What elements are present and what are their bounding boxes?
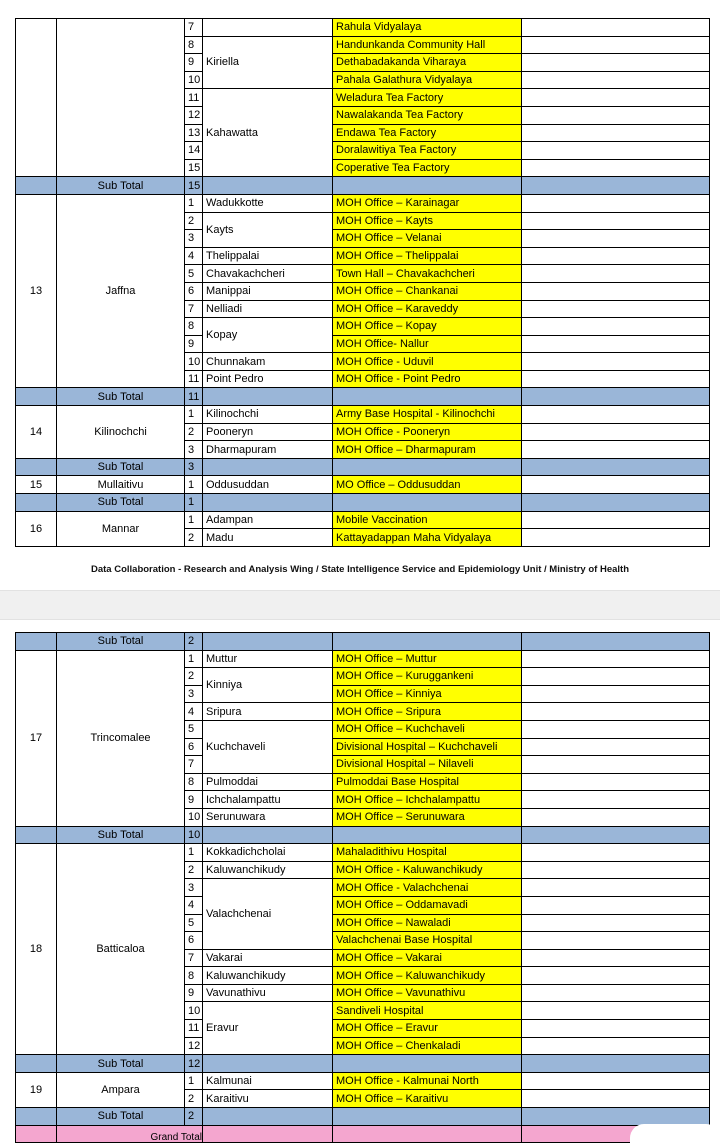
district-name-cell: Jaffna <box>57 194 185 388</box>
row-number: 8 <box>185 967 203 985</box>
district-no-cell: 15 <box>16 476 57 494</box>
table-row <box>16 650 710 668</box>
subtotal-row <box>16 826 710 844</box>
center-cell: Pahala Galathura Vidyalaya <box>333 71 522 89</box>
row-number: 3 <box>185 685 203 703</box>
blank-cell <box>522 773 710 791</box>
row-number: 9 <box>185 335 203 353</box>
row-number: 5 <box>185 914 203 932</box>
moh-cell: Adampan <box>203 511 333 529</box>
blank-cell <box>522 124 710 142</box>
table-row <box>16 476 710 494</box>
grand-total-row <box>16 1125 710 1143</box>
subtotal-value: 12 <box>185 1055 203 1073</box>
moh-cell: Nelliadi <box>203 300 333 318</box>
table-body <box>16 19 710 547</box>
center-cell: Sandiveli Hospital <box>333 1002 522 1020</box>
row-number: 2 <box>185 212 203 230</box>
subtotal-label: Sub Total <box>57 1108 185 1126</box>
blank-cell <box>522 212 710 230</box>
row-number: 5 <box>185 265 203 283</box>
blank-cell <box>522 1020 710 1038</box>
row-number: 1 <box>185 511 203 529</box>
moh-cell: Vakarai <box>203 949 333 967</box>
moh-cell: Chunnakam <box>203 353 333 371</box>
center-cell: MOH Office – Oddamavadi <box>333 896 522 914</box>
row-number: 7 <box>185 300 203 318</box>
moh-cell: Pooneryn <box>203 423 333 441</box>
moh-cell: Kaluwanchikudy <box>203 861 333 879</box>
row-number: 2 <box>185 529 203 547</box>
moh-cell: Ichchalampattu <box>203 791 333 809</box>
blank-cell <box>522 142 710 160</box>
blank-cell <box>522 668 710 686</box>
row-number: 4 <box>185 896 203 914</box>
district-no-cell <box>16 19 57 177</box>
subtotal-row <box>16 177 710 195</box>
center-cell: MOH Office – Muttur <box>333 650 522 668</box>
center-cell: Kattayadappan Maha Vidyalaya <box>333 529 522 547</box>
center-cell: MOH Office – Nawaladi <box>333 914 522 932</box>
blank-cell <box>522 984 710 1002</box>
blank-cell <box>522 423 710 441</box>
table-row <box>16 19 710 37</box>
moh-cell: Kahawatta <box>203 89 333 177</box>
moh-cell: Dharmapuram <box>203 441 333 459</box>
row-number: 12 <box>185 1037 203 1055</box>
center-cell: MOH Office - Valachchenai <box>333 879 522 897</box>
row-number: 10 <box>185 353 203 371</box>
row-number: 1 <box>185 650 203 668</box>
center-cell: Pulmoddai Base Hospital <box>333 773 522 791</box>
blank-cell <box>522 896 710 914</box>
moh-cell: Karaitivu <box>203 1090 333 1108</box>
blank-cell <box>522 791 710 809</box>
subtotal-label: Sub Total <box>57 388 185 406</box>
moh-cell: Kuchchaveli <box>203 720 333 773</box>
district-name-cell: Mullaitivu <box>57 476 185 494</box>
center-cell: MOH Office- Nallur <box>333 335 522 353</box>
moh-cell: Chavakachcheri <box>203 265 333 283</box>
vaccination-centers-table-page1 <box>15 18 710 547</box>
center-cell: MOH Office - Point Pedro <box>333 370 522 388</box>
subtotal-row <box>16 1108 710 1126</box>
district-no-cell: 14 <box>16 406 57 459</box>
blank-cell <box>522 106 710 124</box>
center-cell: MOH Office – Kopay <box>333 318 522 336</box>
blank-cell <box>522 406 710 424</box>
center-cell: Weladura Tea Factory <box>333 89 522 107</box>
row-number: 9 <box>185 54 203 72</box>
center-cell: Endawa Tea Factory <box>333 124 522 142</box>
subtotal-row <box>16 1055 710 1073</box>
blank-cell <box>522 300 710 318</box>
footer-credit: Data Collaboration - Research and Analysis Wing / State Intelligence Service and Epidemiology Unit / Ministry of Health <box>90 564 629 575</box>
subtotal-row <box>16 633 710 651</box>
center-cell: MO Office – Oddusuddan <box>333 476 522 494</box>
center-cell: MOH Office – Vakarai <box>333 949 522 967</box>
corner-overlay <box>630 1124 720 1144</box>
moh-cell: Point Pedro <box>203 370 333 388</box>
moh-cell: Kalmunai <box>203 1072 333 1090</box>
row-number: 1 <box>185 844 203 862</box>
center-cell: MOH Office – Kuchchaveli <box>333 720 522 738</box>
district-name-cell: Mannar <box>57 511 185 546</box>
district-name-cell: Trincomalee <box>57 650 185 826</box>
subtotal-label: Sub Total <box>57 633 185 651</box>
page-gap <box>0 590 720 620</box>
moh-cell: Kayts <box>203 212 333 247</box>
center-cell: Dethabadakanda Viharaya <box>333 54 522 72</box>
center-cell: MOH Office – Kayts <box>333 212 522 230</box>
blank-cell <box>522 861 710 879</box>
row-number: 10 <box>185 1002 203 1020</box>
center-cell: MOH Office – Velanai <box>333 230 522 248</box>
blank-cell <box>522 1037 710 1055</box>
district-no-cell: 17 <box>16 650 57 826</box>
row-number: 13 <box>185 124 203 142</box>
row-number: 12 <box>185 106 203 124</box>
center-cell: Mobile Vaccination <box>333 511 522 529</box>
blank-cell <box>522 844 710 862</box>
blank-cell <box>522 194 710 212</box>
row-number: 3 <box>185 441 203 459</box>
blank-cell <box>522 441 710 459</box>
row-number: 6 <box>185 932 203 950</box>
blank-cell <box>522 720 710 738</box>
center-cell: Handunkanda Community Hall <box>333 36 522 54</box>
center-cell: MOH Office – Kinniya <box>333 685 522 703</box>
center-cell: Divisional Hospital – Kuchchaveli <box>333 738 522 756</box>
row-number: 10 <box>185 808 203 826</box>
row-number: 15 <box>185 159 203 177</box>
subtotal-value: 3 <box>185 458 203 476</box>
moh-cell: Serunuwara <box>203 808 333 826</box>
subtotal-label: Sub Total <box>57 826 185 844</box>
center-cell: MOH Office - Uduvil <box>333 353 522 371</box>
row-number: 5 <box>185 720 203 738</box>
row-number: 3 <box>185 230 203 248</box>
moh-cell: Kinniya <box>203 668 333 703</box>
row-number: 8 <box>185 773 203 791</box>
moh-cell: Eravur <box>203 1002 333 1055</box>
row-number: 14 <box>185 142 203 160</box>
district-name-cell: Ampara <box>57 1072 185 1107</box>
table-row <box>16 844 710 862</box>
blank-cell <box>522 282 710 300</box>
center-cell: Doralawitiya Tea Factory <box>333 142 522 160</box>
district-no-cell: 13 <box>16 194 57 388</box>
blank-cell <box>522 265 710 283</box>
vaccination-centers-table-page2 <box>15 632 710 1143</box>
row-number: 8 <box>185 318 203 336</box>
center-cell: Rahula Vidyalaya <box>333 19 522 37</box>
center-cell: MOH Office – Ichchalampattu <box>333 791 522 809</box>
blank-cell <box>522 529 710 547</box>
row-number: 1 <box>185 476 203 494</box>
district-name-cell: Kilinochchi <box>57 406 185 459</box>
blank-cell <box>522 738 710 756</box>
row-number: 2 <box>185 423 203 441</box>
center-cell: MOH Office – Vavunathivu <box>333 984 522 1002</box>
district-no-cell: 16 <box>16 511 57 546</box>
moh-cell: Thelippalai <box>203 247 333 265</box>
center-cell: MOH Office – Kuruggankeni <box>333 668 522 686</box>
district-no-cell: 18 <box>16 844 57 1055</box>
moh-cell: Sripura <box>203 703 333 721</box>
center-cell: MOH Office – Eravur <box>333 1020 522 1038</box>
row-number: 8 <box>185 36 203 54</box>
center-cell: Valachchenai Base Hospital <box>333 932 522 950</box>
center-cell: MOH Office - Pooneryn <box>333 423 522 441</box>
moh-cell: Vavunathivu <box>203 984 333 1002</box>
moh-cell: Madu <box>203 529 333 547</box>
center-cell: Mahaladithivu Hospital <box>333 844 522 862</box>
row-number: 1 <box>185 1072 203 1090</box>
row-number: 11 <box>185 370 203 388</box>
center-cell: Coperative Tea Factory <box>333 159 522 177</box>
row-number: 7 <box>185 19 203 37</box>
blank-cell <box>522 1002 710 1020</box>
blank-cell <box>522 932 710 950</box>
row-number: 11 <box>185 89 203 107</box>
blank-cell <box>522 36 710 54</box>
center-cell: Army Base Hospital - Kilinochchi <box>333 406 522 424</box>
blank-cell <box>522 949 710 967</box>
subtotal-row <box>16 388 710 406</box>
row-number: 7 <box>185 756 203 774</box>
blank-cell <box>522 808 710 826</box>
row-number: 2 <box>185 1090 203 1108</box>
row-number: 10 <box>185 71 203 89</box>
moh-cell: Kaluwanchikudy <box>203 967 333 985</box>
subtotal-value: 10 <box>185 826 203 844</box>
row-number: 2 <box>185 668 203 686</box>
moh-cell <box>203 19 333 37</box>
blank-cell <box>522 511 710 529</box>
center-cell: MOH Office - Kalmunai North <box>333 1072 522 1090</box>
center-cell: MOH Office – Chankanai <box>333 282 522 300</box>
blank-cell <box>522 54 710 72</box>
blank-cell <box>522 318 710 336</box>
table-row <box>16 194 710 212</box>
blank-cell <box>522 756 710 774</box>
center-cell: MOH Office - Kaluwanchikudy <box>333 861 522 879</box>
blank-cell <box>522 159 710 177</box>
blank-cell <box>522 685 710 703</box>
blank-cell <box>522 914 710 932</box>
blank-cell <box>522 967 710 985</box>
moh-cell: Oddusuddan <box>203 476 333 494</box>
district-name-cell <box>57 19 185 177</box>
blank-cell <box>522 335 710 353</box>
blank-cell <box>522 19 710 37</box>
row-number: 7 <box>185 949 203 967</box>
blank-cell <box>522 650 710 668</box>
moh-cell: Kopay <box>203 318 333 353</box>
blank-cell <box>522 247 710 265</box>
blank-cell <box>522 879 710 897</box>
subtotal-row <box>16 458 710 476</box>
center-cell: MOH Office – Chenkaladi <box>333 1037 522 1055</box>
blank-cell <box>522 89 710 107</box>
blank-cell <box>522 230 710 248</box>
subtotal-value: 1 <box>185 494 203 512</box>
center-cell: MOH Office – Karaitivu <box>333 1090 522 1108</box>
blank-cell <box>522 370 710 388</box>
row-number: 1 <box>185 194 203 212</box>
subtotal-value: 2 <box>185 633 203 651</box>
subtotal-label: Sub Total <box>57 458 185 476</box>
moh-cell: Wadukkotte <box>203 194 333 212</box>
row-number: 6 <box>185 282 203 300</box>
blank-cell <box>522 353 710 371</box>
center-cell: Divisional Hospital – Nilaveli <box>333 756 522 774</box>
center-cell: Town Hall – Chavakachcheri <box>333 265 522 283</box>
blank-cell <box>522 476 710 494</box>
moh-cell: Valachchenai <box>203 879 333 949</box>
blank-cell <box>522 1090 710 1108</box>
center-cell: MOH Office – Dharmapuram <box>333 441 522 459</box>
row-number: 3 <box>185 879 203 897</box>
moh-cell: Manippai <box>203 282 333 300</box>
district-name-cell: Batticaloa <box>57 844 185 1055</box>
row-number: 11 <box>185 1020 203 1038</box>
moh-cell: Kokkadichcholai <box>203 844 333 862</box>
grand-total-label: Grand Total <box>57 1125 203 1143</box>
row-number: 4 <box>185 703 203 721</box>
table-row <box>16 1072 710 1090</box>
blank-cell <box>522 703 710 721</box>
subtotal-value: 15 <box>185 177 203 195</box>
subtotal-label: Sub Total <box>57 494 185 512</box>
blank-cell <box>522 1072 710 1090</box>
center-cell: MOH Office – Karainagar <box>333 194 522 212</box>
subtotal-value: 2 <box>185 1108 203 1126</box>
table-row <box>16 406 710 424</box>
district-no-cell: 19 <box>16 1072 57 1107</box>
center-cell: MOH Office – Serunuwara <box>333 808 522 826</box>
subtotal-row <box>16 494 710 512</box>
center-cell: MOH Office – Kaluwanchikudy <box>333 967 522 985</box>
moh-cell: Kilinochchi <box>203 406 333 424</box>
table-body <box>16 633 710 1143</box>
subtotal-label: Sub Total <box>57 1055 185 1073</box>
row-number: 9 <box>185 791 203 809</box>
moh-cell: Pulmoddai <box>203 773 333 791</box>
row-number: 6 <box>185 738 203 756</box>
center-cell: MOH Office – Sripura <box>333 703 522 721</box>
blank-cell <box>522 71 710 89</box>
table-row <box>16 511 710 529</box>
center-cell: Nawalakanda Tea Factory <box>333 106 522 124</box>
center-cell: MOH Office – Thelippalai <box>333 247 522 265</box>
subtotal-label: Sub Total <box>57 177 185 195</box>
moh-cell: Muttur <box>203 650 333 668</box>
row-number: 2 <box>185 861 203 879</box>
row-number: 9 <box>185 984 203 1002</box>
subtotal-value: 11 <box>185 388 203 406</box>
moh-cell: Kiriella <box>203 36 333 89</box>
row-number: 4 <box>185 247 203 265</box>
center-cell: MOH Office – Karaveddy <box>333 300 522 318</box>
row-number: 1 <box>185 406 203 424</box>
